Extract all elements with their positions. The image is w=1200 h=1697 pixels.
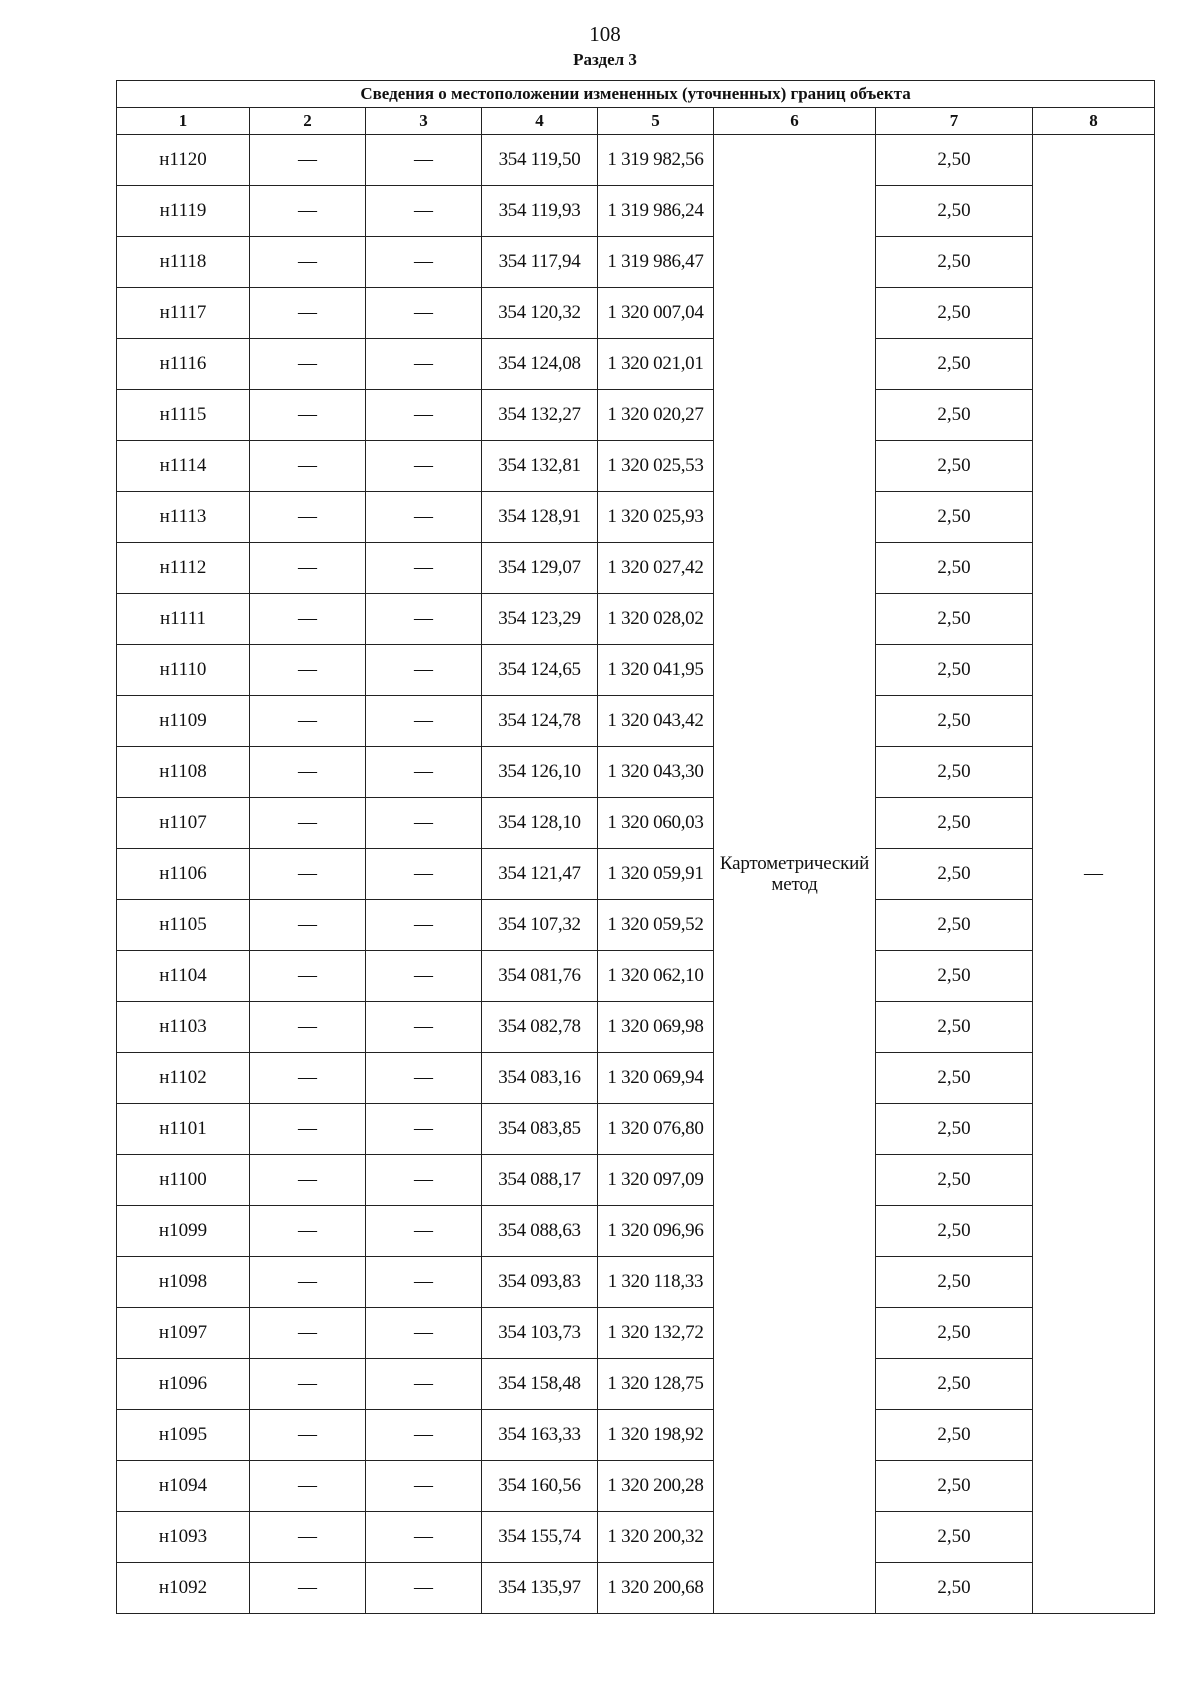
table-row xyxy=(117,798,1155,849)
y-coordinate-cell: 1 320 027,42 xyxy=(598,543,714,594)
accuracy-cell: 2,50 xyxy=(876,1053,1033,1104)
y-coordinate-cell: 1 320 059,52 xyxy=(598,900,714,951)
x-coordinate-cell: 354 124,78 xyxy=(482,696,598,747)
accuracy-cell: 2,50 xyxy=(876,1257,1033,1308)
y-coordinate-cell: 1 320 021,01 xyxy=(598,339,714,390)
accuracy-cell: 2,50 xyxy=(876,900,1033,951)
point-id-cell: н1107 xyxy=(117,798,250,849)
point-id-cell: н1113 xyxy=(117,492,250,543)
table-row xyxy=(117,237,1155,288)
y-coordinate-cell: 1 320 198,92 xyxy=(598,1410,714,1461)
accuracy-cell: 2,50 xyxy=(876,390,1033,441)
col2-cell: — xyxy=(250,390,366,441)
accuracy-cell: 2,50 xyxy=(876,339,1033,390)
col3-cell: — xyxy=(366,798,482,849)
col3-cell: — xyxy=(366,543,482,594)
col2-cell: — xyxy=(250,492,366,543)
table-row xyxy=(117,288,1155,339)
point-id-cell: н1092 xyxy=(117,1563,250,1614)
table-row xyxy=(117,1563,1155,1614)
y-coordinate-cell: 1 320 020,27 xyxy=(598,390,714,441)
col3-cell: — xyxy=(366,594,482,645)
point-id-cell: н1103 xyxy=(117,1002,250,1053)
table-row xyxy=(117,492,1155,543)
point-id-cell: н1101 xyxy=(117,1104,250,1155)
table-row xyxy=(117,135,1155,186)
table-row xyxy=(117,594,1155,645)
point-id-cell: н1093 xyxy=(117,1512,250,1563)
x-coordinate-cell: 354 093,83 xyxy=(482,1257,598,1308)
col3-cell: — xyxy=(366,441,482,492)
y-coordinate-cell: 1 319 986,47 xyxy=(598,237,714,288)
y-coordinate-cell: 1 320 200,28 xyxy=(598,1461,714,1512)
col3-cell: — xyxy=(366,1002,482,1053)
col2-cell: — xyxy=(250,1257,366,1308)
table-row xyxy=(117,339,1155,390)
col3-cell: — xyxy=(366,237,482,288)
point-id-cell: н1100 xyxy=(117,1155,250,1206)
method-cell: Картометрический метод xyxy=(714,135,876,1614)
accuracy-cell: 2,50 xyxy=(876,645,1033,696)
point-id-cell: н1117 xyxy=(117,288,250,339)
y-coordinate-cell: 1 320 200,32 xyxy=(598,1512,714,1563)
col2-cell: — xyxy=(250,849,366,900)
accuracy-cell: 2,50 xyxy=(876,1461,1033,1512)
y-coordinate-cell: 1 320 128,75 xyxy=(598,1359,714,1410)
col3-cell: — xyxy=(366,492,482,543)
col3-cell: — xyxy=(366,1512,482,1563)
point-id-cell: н1112 xyxy=(117,543,250,594)
col2-cell: — xyxy=(250,1002,366,1053)
y-coordinate-cell: 1 320 028,02 xyxy=(598,594,714,645)
y-coordinate-cell: 1 320 076,80 xyxy=(598,1104,714,1155)
column-header-1: 1 xyxy=(117,108,250,135)
col2-cell: — xyxy=(250,186,366,237)
table-row xyxy=(117,1053,1155,1104)
col2-cell: — xyxy=(250,135,366,186)
col2-cell: — xyxy=(250,1563,366,1614)
col2-cell: — xyxy=(250,441,366,492)
table-row xyxy=(117,1359,1155,1410)
table-row xyxy=(117,696,1155,747)
table-row xyxy=(117,1308,1155,1359)
x-coordinate-cell: 354 158,48 xyxy=(482,1359,598,1410)
accuracy-cell: 2,50 xyxy=(876,1104,1033,1155)
column-header-8: 8 xyxy=(1033,108,1155,135)
x-coordinate-cell: 354 128,91 xyxy=(482,492,598,543)
column-header-5: 5 xyxy=(598,108,714,135)
table-row xyxy=(117,441,1155,492)
col2-cell: — xyxy=(250,1308,366,1359)
boundary-coordinates-table xyxy=(116,80,1155,1614)
table-row xyxy=(117,645,1155,696)
col2-cell: — xyxy=(250,1410,366,1461)
col3-cell: — xyxy=(366,1563,482,1614)
col3-cell: — xyxy=(366,339,482,390)
x-coordinate-cell: 354 082,78 xyxy=(482,1002,598,1053)
table-row xyxy=(117,543,1155,594)
col3-cell: — xyxy=(366,849,482,900)
table-row xyxy=(117,390,1155,441)
col3-cell: — xyxy=(366,1257,482,1308)
accuracy-cell: 2,50 xyxy=(876,186,1033,237)
accuracy-cell: 2,50 xyxy=(876,543,1033,594)
accuracy-cell: 2,50 xyxy=(876,1512,1033,1563)
column-header-3: 3 xyxy=(366,108,482,135)
x-coordinate-cell: 354 128,10 xyxy=(482,798,598,849)
point-id-cell: н1119 xyxy=(117,186,250,237)
x-coordinate-cell: 354 123,29 xyxy=(482,594,598,645)
x-coordinate-cell: 354 129,07 xyxy=(482,543,598,594)
col2-cell: — xyxy=(250,951,366,1002)
point-id-cell: н1108 xyxy=(117,747,250,798)
col3-cell: — xyxy=(366,900,482,951)
table-row xyxy=(117,951,1155,1002)
col3-cell: — xyxy=(366,186,482,237)
x-coordinate-cell: 354 121,47 xyxy=(482,849,598,900)
accuracy-cell: 2,50 xyxy=(876,492,1033,543)
col2-cell: — xyxy=(250,237,366,288)
table-row xyxy=(117,1461,1155,1512)
point-id-cell: н1105 xyxy=(117,900,250,951)
accuracy-cell: 2,50 xyxy=(876,747,1033,798)
y-coordinate-cell: 1 320 097,09 xyxy=(598,1155,714,1206)
accuracy-cell: 2,50 xyxy=(876,441,1033,492)
table-row xyxy=(117,1155,1155,1206)
col3-cell: — xyxy=(366,696,482,747)
table-row xyxy=(117,1206,1155,1257)
accuracy-cell: 2,50 xyxy=(876,696,1033,747)
x-coordinate-cell: 354 124,65 xyxy=(482,645,598,696)
table-row xyxy=(117,186,1155,237)
col2-cell: — xyxy=(250,1512,366,1563)
page-number: 108 xyxy=(589,22,621,46)
y-coordinate-cell: 1 320 059,91 xyxy=(598,849,714,900)
col3-cell: — xyxy=(366,1461,482,1512)
col3-cell: — xyxy=(366,288,482,339)
col2-cell: — xyxy=(250,747,366,798)
y-coordinate-cell: 1 320 200,68 xyxy=(598,1563,714,1614)
x-coordinate-cell: 354 107,32 xyxy=(482,900,598,951)
accuracy-cell: 2,50 xyxy=(876,1410,1033,1461)
x-coordinate-cell: 354 135,97 xyxy=(482,1563,598,1614)
point-id-cell: н1111 xyxy=(117,594,250,645)
accuracy-cell: 2,50 xyxy=(876,849,1033,900)
accuracy-cell: 2,50 xyxy=(876,288,1033,339)
col2-cell: — xyxy=(250,594,366,645)
accuracy-cell: 2,50 xyxy=(876,237,1033,288)
col2-cell: — xyxy=(250,288,366,339)
column-header-2: 2 xyxy=(250,108,366,135)
point-id-cell: н1106 xyxy=(117,849,250,900)
x-coordinate-cell: 354 083,16 xyxy=(482,1053,598,1104)
point-id-cell: н1097 xyxy=(117,1308,250,1359)
col3-cell: — xyxy=(366,1104,482,1155)
col2-cell: — xyxy=(250,1155,366,1206)
accuracy-cell: 2,50 xyxy=(876,594,1033,645)
y-coordinate-cell: 1 320 007,04 xyxy=(598,288,714,339)
col3-cell: — xyxy=(366,1155,482,1206)
section-title: Раздел 3 xyxy=(573,50,637,69)
y-coordinate-cell: 1 320 060,03 xyxy=(598,798,714,849)
x-coordinate-cell: 354 081,76 xyxy=(482,951,598,1002)
col3-cell: — xyxy=(366,1308,482,1359)
point-id-cell: н1115 xyxy=(117,390,250,441)
point-id-cell: н1114 xyxy=(117,441,250,492)
point-id-cell: н1098 xyxy=(117,1257,250,1308)
x-coordinate-cell: 354 088,63 xyxy=(482,1206,598,1257)
x-coordinate-cell: 354 160,56 xyxy=(482,1461,598,1512)
col2-cell: — xyxy=(250,1053,366,1104)
accuracy-cell: 2,50 xyxy=(876,951,1033,1002)
accuracy-cell: 2,50 xyxy=(876,1206,1033,1257)
col2-cell: — xyxy=(250,1359,366,1410)
point-id-cell: н1102 xyxy=(117,1053,250,1104)
col3-cell: — xyxy=(366,135,482,186)
x-coordinate-cell: 354 155,74 xyxy=(482,1512,598,1563)
col3-cell: — xyxy=(366,645,482,696)
col2-cell: — xyxy=(250,696,366,747)
point-id-cell: н1096 xyxy=(117,1359,250,1410)
point-id-cell: н1116 xyxy=(117,339,250,390)
x-coordinate-cell: 354 117,94 xyxy=(482,237,598,288)
x-coordinate-cell: 354 132,27 xyxy=(482,390,598,441)
x-coordinate-cell: 354 119,93 xyxy=(482,186,598,237)
y-coordinate-cell: 1 320 069,94 xyxy=(598,1053,714,1104)
y-coordinate-cell: 1 320 132,72 xyxy=(598,1308,714,1359)
x-coordinate-cell: 354 088,17 xyxy=(482,1155,598,1206)
col3-cell: — xyxy=(366,1359,482,1410)
table-row xyxy=(117,1512,1155,1563)
accuracy-cell: 2,50 xyxy=(876,1002,1033,1053)
table-row xyxy=(117,1104,1155,1155)
col2-cell: — xyxy=(250,339,366,390)
y-coordinate-cell: 1 320 043,42 xyxy=(598,696,714,747)
col3-cell: — xyxy=(366,1410,482,1461)
table-row xyxy=(117,1410,1155,1461)
col2-cell: — xyxy=(250,900,366,951)
table-row xyxy=(117,747,1155,798)
point-id-cell: н1104 xyxy=(117,951,250,1002)
accuracy-cell: 2,50 xyxy=(876,135,1033,186)
table-row xyxy=(117,900,1155,951)
y-coordinate-cell: 1 320 096,96 xyxy=(598,1206,714,1257)
col3-cell: — xyxy=(366,951,482,1002)
point-id-cell: н1094 xyxy=(117,1461,250,1512)
col2-cell: — xyxy=(250,645,366,696)
table-body xyxy=(117,135,1155,1614)
y-coordinate-cell: 1 320 043,30 xyxy=(598,747,714,798)
y-coordinate-cell: 1 319 982,56 xyxy=(598,135,714,186)
col2-cell: — xyxy=(250,798,366,849)
x-coordinate-cell: 354 103,73 xyxy=(482,1308,598,1359)
col2-cell: — xyxy=(250,1104,366,1155)
x-coordinate-cell: 354 163,33 xyxy=(482,1410,598,1461)
col3-cell: — xyxy=(366,747,482,798)
y-coordinate-cell: 1 319 986,24 xyxy=(598,186,714,237)
col2-cell: — xyxy=(250,543,366,594)
col3-cell: — xyxy=(366,1053,482,1104)
col2-cell: — xyxy=(250,1206,366,1257)
point-id-cell: н1099 xyxy=(117,1206,250,1257)
y-coordinate-cell: 1 320 118,33 xyxy=(598,1257,714,1308)
x-coordinate-cell: 354 126,10 xyxy=(482,747,598,798)
x-coordinate-cell: 354 119,50 xyxy=(482,135,598,186)
col3-cell: — xyxy=(366,390,482,441)
y-coordinate-cell: 1 320 025,93 xyxy=(598,492,714,543)
accuracy-cell: 2,50 xyxy=(876,1155,1033,1206)
x-coordinate-cell: 354 124,08 xyxy=(482,339,598,390)
point-id-cell: н1095 xyxy=(117,1410,250,1461)
table-row xyxy=(117,1257,1155,1308)
y-coordinate-cell: 1 320 041,95 xyxy=(598,645,714,696)
y-coordinate-cell: 1 320 025,53 xyxy=(598,441,714,492)
y-coordinate-cell: 1 320 069,98 xyxy=(598,1002,714,1053)
y-coordinate-cell: 1 320 062,10 xyxy=(598,951,714,1002)
table-row xyxy=(117,1002,1155,1053)
table-title: Сведения о местоположении измененных (уточненных) границ объекта xyxy=(117,81,1155,108)
point-id-cell: н1118 xyxy=(117,237,250,288)
x-coordinate-cell: 354 120,32 xyxy=(482,288,598,339)
accuracy-cell: 2,50 xyxy=(876,798,1033,849)
col3-cell: — xyxy=(366,1206,482,1257)
col8-cell: — xyxy=(1033,135,1155,1614)
x-coordinate-cell: 354 083,85 xyxy=(482,1104,598,1155)
accuracy-cell: 2,50 xyxy=(876,1563,1033,1614)
accuracy-cell: 2,50 xyxy=(876,1308,1033,1359)
column-header-4: 4 xyxy=(482,108,598,135)
column-number-header-row xyxy=(117,108,1155,135)
accuracy-cell: 2,50 xyxy=(876,1359,1033,1410)
table-row xyxy=(117,849,1155,900)
column-header-7: 7 xyxy=(876,108,1033,135)
x-coordinate-cell: 354 132,81 xyxy=(482,441,598,492)
point-id-cell: н1120 xyxy=(117,135,250,186)
point-id-cell: н1109 xyxy=(117,696,250,747)
point-id-cell: н1110 xyxy=(117,645,250,696)
column-header-6: 6 xyxy=(714,108,876,135)
col2-cell: — xyxy=(250,1461,366,1512)
